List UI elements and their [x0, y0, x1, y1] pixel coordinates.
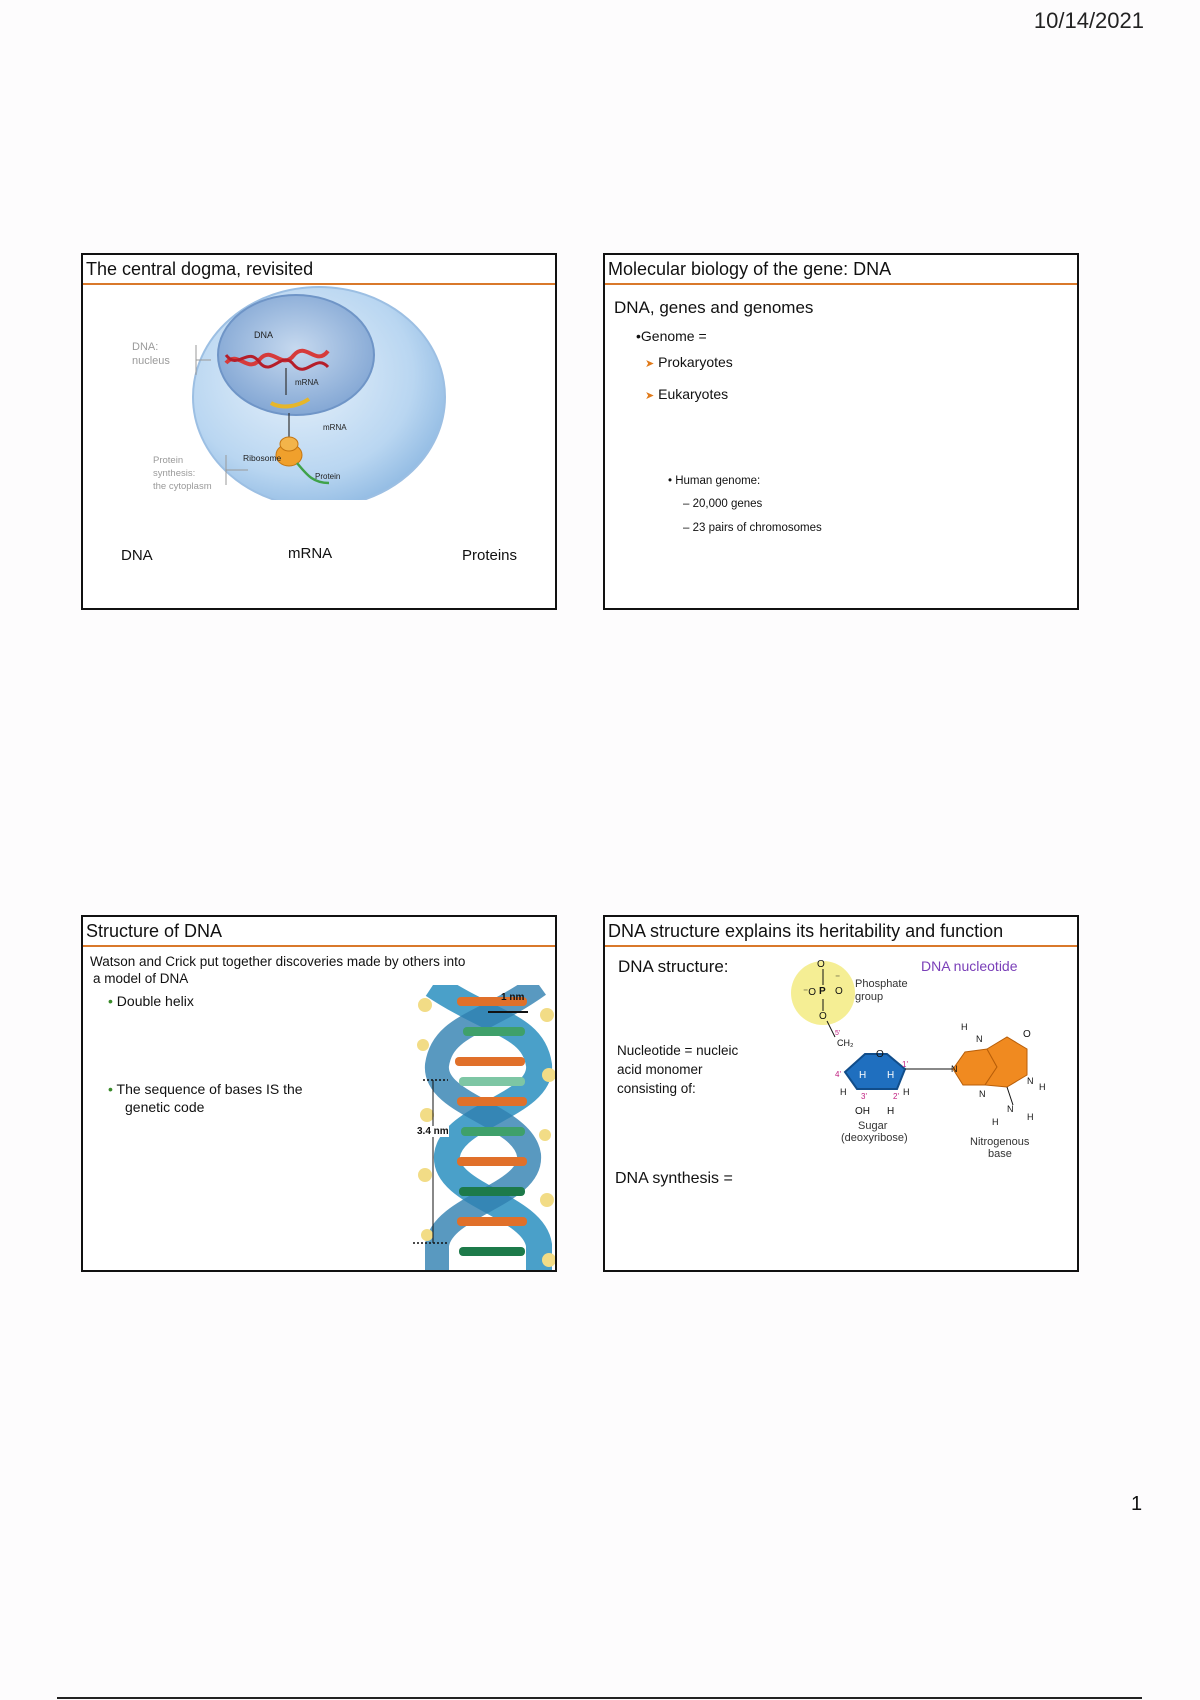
date-header: 10/14/2021 — [1033, 8, 1144, 33]
label-ribosome: Ribosome — [243, 453, 282, 463]
list-item-eukaryotes — [645, 386, 728, 402]
svg-text:3': 3' — [861, 1092, 867, 1101]
genome-bullet: •Genome = — [636, 328, 707, 344]
svg-text:P: P — [819, 986, 826, 997]
bullet-sequence-continued: genetic code — [125, 1099, 205, 1115]
svg-text:H: H — [961, 1022, 968, 1032]
sugar-ring — [845, 1054, 905, 1089]
label-protein-synthesis: synthesis: — [153, 468, 196, 479]
svg-text:N: N — [951, 1064, 958, 1074]
label-mrna: mRNA — [295, 378, 319, 387]
svg-text:N: N — [1027, 1076, 1034, 1086]
svg-text:4': 4' — [835, 1070, 841, 1079]
svg-text:H: H — [992, 1117, 999, 1127]
bullet-double-helix — [108, 993, 194, 1009]
ribosome — [280, 437, 298, 451]
label-protein-synthesis: Protein — [153, 455, 184, 466]
slide-central-dogma — [81, 253, 557, 610]
slide-dna-structure — [603, 915, 1079, 1272]
slide-title: Molecular biology of the gene: DNA — [605, 255, 1077, 285]
list-item-chromosomes — [683, 522, 822, 534]
dna-synthesis-label: DNA synthesis = — [615, 1170, 733, 1187]
bottom-label-dna: DNA — [121, 547, 153, 564]
label-base: Nitrogenous — [970, 1136, 1030, 1148]
svg-text:H: H — [840, 1087, 847, 1097]
svg-text:N: N — [979, 1089, 986, 1099]
slide-heading: DNA, genes and genomes — [614, 298, 814, 317]
label-base: base — [988, 1148, 1012, 1160]
label-dna: DNA — [254, 330, 274, 340]
cell-diagram — [83, 285, 555, 500]
footer-rule — [57, 1697, 1142, 1699]
svg-text:H: H — [1027, 1112, 1034, 1122]
label-phosphate: Phosphate — [855, 978, 908, 990]
list-item-genes — [683, 498, 762, 510]
svg-text:2': 2' — [893, 1092, 899, 1101]
svg-text:O: O — [817, 959, 825, 970]
intro-text: a model of DNA — [93, 971, 189, 986]
nucleotide-diagram — [775, 957, 1075, 1162]
svg-text:O: O — [835, 986, 843, 997]
svg-text:O: O — [819, 1011, 827, 1022]
bullet-sequence — [108, 1081, 303, 1097]
svg-text:H: H — [887, 1106, 895, 1117]
svg-text:N: N — [976, 1034, 983, 1044]
list-item-label: Prokaryotes — [658, 354, 733, 370]
bottom-label-mrna: mRNA — [288, 545, 333, 562]
label-sugar: Sugar — [858, 1120, 888, 1132]
svg-text:5': 5' — [835, 1030, 841, 1037]
svg-text:H: H — [1039, 1082, 1046, 1092]
svg-text:1': 1' — [902, 1060, 908, 1069]
list-item-prokaryotes — [645, 354, 733, 370]
bullet-dot-icon: • — [108, 1081, 113, 1097]
dash-bullet-icon: – — [683, 522, 690, 534]
dna-structure-label: DNA structure: — [618, 957, 729, 976]
label-3-4nm: 3.4 nm — [417, 1126, 449, 1137]
dna-nucleotide-label: DNA nucleotide — [921, 958, 1018, 974]
svg-text:O: O — [1023, 1029, 1031, 1040]
nucleotide-definition: Nucleotide = nucleic — [617, 1043, 739, 1058]
bullet-dot-icon: • — [668, 475, 673, 487]
svg-text:H: H — [859, 1070, 867, 1081]
nucleotide-definition: consisting of: — [617, 1081, 696, 1096]
slide-title: DNA structure explains its heritability and function — [605, 917, 1077, 947]
svg-text:N: N — [1007, 1104, 1014, 1114]
svg-text:H: H — [903, 1087, 910, 1097]
label-dna-nucleus: DNA: — [132, 341, 159, 353]
list-item-label: 23 pairs of chromosomes — [692, 522, 822, 534]
bullet-dot-icon: • — [108, 993, 113, 1009]
slide-title: Structure of DNA — [83, 917, 555, 947]
svg-text:CH₂: CH₂ — [837, 1038, 854, 1048]
dash-bullet-icon: – — [683, 498, 690, 510]
bullet-label: The sequence of bases IS the — [116, 1081, 303, 1097]
list-item-human-genome — [668, 475, 760, 487]
arrow-bullet-icon: ➤ — [645, 358, 655, 370]
label-phosphate: group — [855, 991, 884, 1003]
label-mrna: mRNA — [323, 423, 347, 432]
bullet-label: Double helix — [116, 993, 194, 1009]
label-protein-synthesis: the cytoplasm — [153, 481, 212, 492]
label-protein: Protein — [315, 472, 341, 481]
nucleotide-definition: acid monomer — [617, 1062, 703, 1077]
label-1nm: 1 nm — [501, 992, 525, 1003]
svg-text:H: H — [887, 1070, 895, 1081]
slide-structure-of-dna — [81, 915, 557, 1272]
list-item-label: 20,000 genes — [692, 498, 763, 510]
intro-text: Watson and Crick put together discoveries made by others into — [90, 954, 466, 969]
svg-text:⁻O: ⁻O — [803, 987, 817, 998]
label-dna-nucleus: nucleus — [132, 355, 170, 367]
list-item-label: Human genome: — [675, 475, 761, 487]
svg-text:⁻: ⁻ — [835, 973, 841, 984]
arrow-bullet-icon: ➤ — [645, 390, 655, 402]
svg-text:OH: OH — [855, 1106, 870, 1117]
list-item-label: Eukaryotes — [658, 386, 729, 402]
bottom-label-proteins: Proteins — [462, 547, 518, 564]
svg-text:O: O — [876, 1049, 884, 1060]
page-number: 1 — [1131, 1493, 1143, 1515]
label-sugar: (deoxyribose) — [841, 1132, 908, 1144]
slide-molecular-biology — [603, 253, 1079, 610]
slide-title: The central dogma, revisited — [83, 255, 555, 285]
